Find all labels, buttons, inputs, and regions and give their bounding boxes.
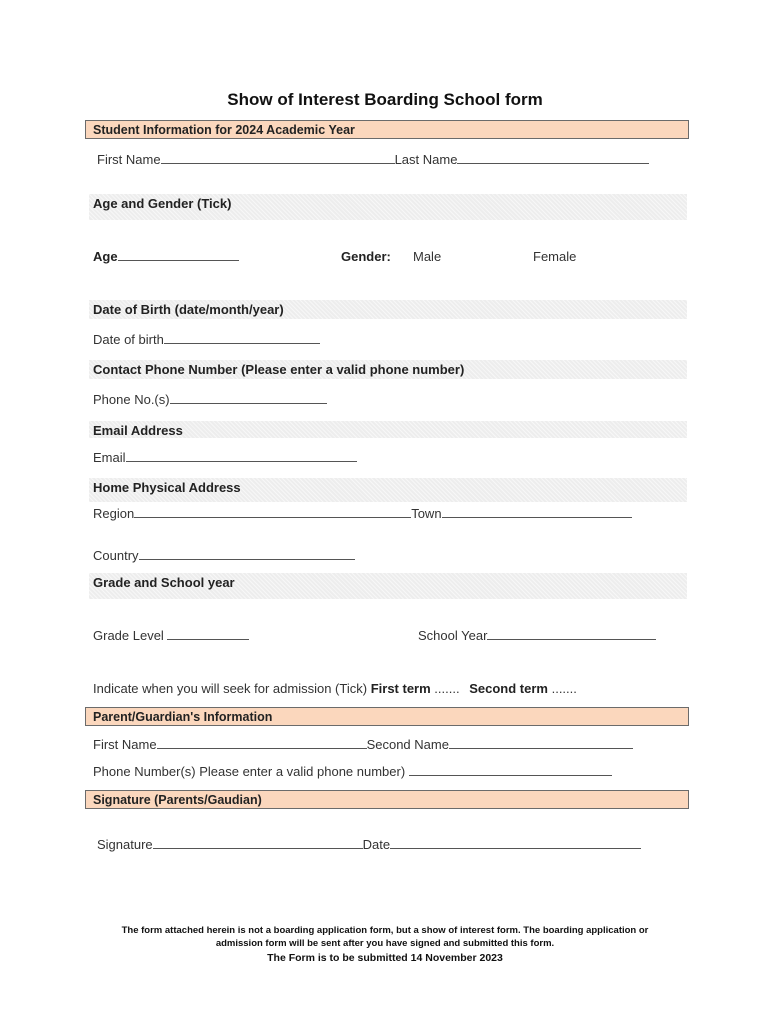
section-header-grade: Grade and School year bbox=[89, 573, 687, 599]
school-year-label: School Year bbox=[418, 628, 488, 643]
section-header-dob: Date of Birth (date/month/year) bbox=[89, 300, 687, 319]
parent-name-row bbox=[93, 737, 633, 752]
age-field[interactable] bbox=[118, 249, 239, 261]
dob-row bbox=[93, 332, 320, 347]
section-header-signature: Signature (Parents/Gaudian) bbox=[85, 790, 689, 809]
region-label: Region bbox=[93, 506, 135, 521]
grade-level-label: Grade Level bbox=[93, 628, 164, 643]
signature-field[interactable] bbox=[153, 837, 363, 849]
footer-note bbox=[0, 924, 770, 965]
first-name-label: First Name bbox=[97, 152, 161, 167]
footer-line-1: The form attached herein is not a boarding application form, but a show of interest form. The boarding application or bbox=[121, 925, 649, 936]
section-header-email: Email Address bbox=[89, 421, 687, 438]
gender-option-male[interactable]: Male bbox=[413, 249, 442, 264]
email-row bbox=[93, 450, 357, 465]
grade-row bbox=[93, 628, 249, 643]
section-header-parent: Parent/Guardian's Information bbox=[85, 707, 689, 726]
phone-row bbox=[93, 392, 327, 407]
phone-field[interactable] bbox=[170, 392, 327, 404]
admission-label: Indicate when you will seek for admission (Tick) bbox=[93, 681, 368, 696]
first-name-field[interactable] bbox=[161, 152, 395, 164]
date-field[interactable] bbox=[390, 837, 641, 849]
footer-line-2: admission form will be sent after you have signed and submitted this form. bbox=[215, 938, 555, 949]
second-term-option[interactable]: Second term bbox=[469, 681, 548, 696]
admission-row bbox=[93, 681, 577, 696]
date-label: Date bbox=[362, 837, 391, 852]
region-field[interactable] bbox=[134, 506, 411, 518]
region-row bbox=[93, 506, 632, 521]
page-title: Show of Interest Boarding School form bbox=[227, 90, 543, 109]
last-name-field[interactable] bbox=[457, 152, 649, 164]
parent-first-name-label: First Name bbox=[93, 737, 157, 752]
second-name-field[interactable] bbox=[449, 737, 633, 749]
parent-phone-field[interactable] bbox=[409, 764, 612, 776]
gender-option-female[interactable]: Female bbox=[533, 249, 577, 264]
dob-label: Date of birth bbox=[93, 332, 164, 347]
email-field[interactable] bbox=[126, 450, 357, 462]
school-year-row bbox=[418, 628, 656, 643]
country-label: Country bbox=[93, 548, 139, 563]
town-label: Town bbox=[411, 506, 442, 521]
parent-phone-row bbox=[93, 764, 612, 779]
country-row bbox=[93, 548, 355, 563]
section-header-student: Student Information for 2024 Academic Year bbox=[85, 120, 689, 139]
last-name-label: Last Name bbox=[394, 152, 458, 167]
section-header-age-gender: Age and Gender (Tick) bbox=[89, 194, 687, 220]
phone-label: Phone No.(s) bbox=[93, 392, 170, 407]
first-term-option[interactable]: First term bbox=[370, 681, 431, 696]
footer-deadline: The Form is to be submitted 14 November 2023 bbox=[267, 952, 503, 964]
country-field[interactable] bbox=[139, 548, 355, 560]
first-name-row bbox=[97, 152, 649, 167]
signature-label: Signature bbox=[97, 837, 153, 852]
signature-row bbox=[97, 837, 641, 852]
section-header-address: Home Physical Address bbox=[89, 478, 687, 502]
age-label: Age bbox=[93, 249, 118, 264]
age-row bbox=[93, 249, 239, 264]
email-label: Email bbox=[93, 450, 126, 465]
town-field[interactable] bbox=[442, 506, 632, 518]
parent-first-name-field[interactable] bbox=[157, 737, 367, 749]
first-term-dots: ....... bbox=[434, 681, 460, 696]
school-year-field[interactable] bbox=[487, 628, 656, 640]
second-term-dots: ....... bbox=[551, 681, 577, 696]
second-name-label: Second Name bbox=[366, 737, 449, 752]
gender-label: Gender: bbox=[341, 249, 391, 264]
parent-phone-label: Phone Number(s) Please enter a valid phone number) bbox=[93, 764, 406, 779]
grade-level-field[interactable] bbox=[167, 628, 249, 640]
section-header-phone: Contact Phone Number (Please enter a valid phone number) bbox=[89, 360, 687, 379]
dob-field[interactable] bbox=[164, 332, 320, 344]
